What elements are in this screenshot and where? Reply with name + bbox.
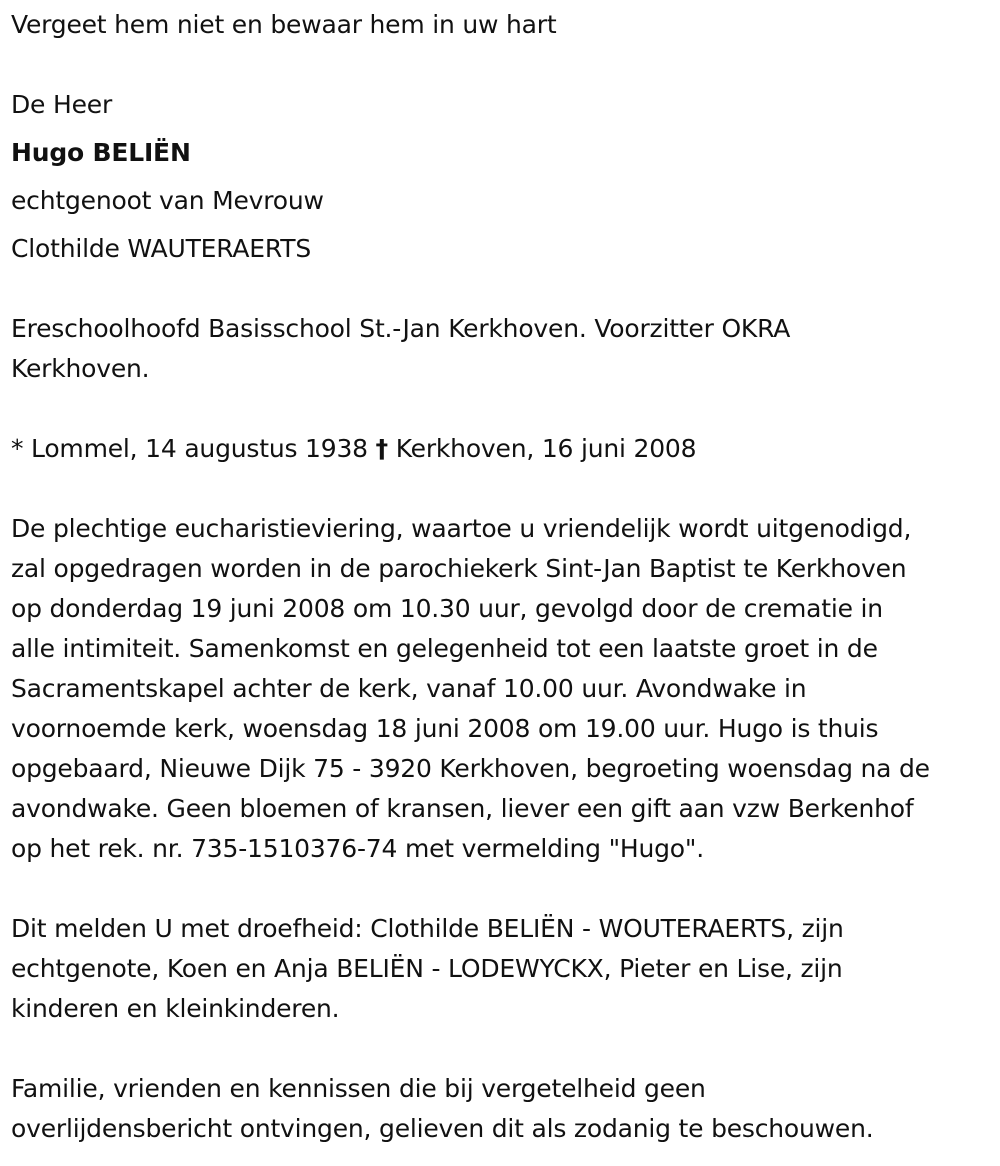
ceremony-line: Sacramentskapel achter de kerk, vanaf 10.00 uur. Avondwake in [11,674,807,703]
family-paragraph [11,909,996,1029]
ceremony-line: alle intimiteit. Samenkomst en gelegenheid tot een laatste groet in de [11,634,878,663]
ceremony-line: op het rek. nr. 735-1510376-74 met vermelding "Hugo". [11,834,704,863]
motto: Vergeet hem niet en bewaar hem in uw hart [11,10,557,39]
closing-line: overlijdensbericht ontvingen, gelieven dit als zodanig te beschouwen. [11,1114,874,1143]
ceremony-paragraph [11,509,996,869]
spouse-name: Clothilde WAUTERAERTS [11,234,311,263]
title: De Heer [11,90,113,119]
function-line: Ereschoolhoofd Basisschool St.-Jan Kerkhoven. Voorzitter OKRA [11,314,791,343]
ceremony-line: De plechtige eucharistieviering, waartoe u vriendelijk wordt uitgenodigd, [11,514,912,543]
deceased-name: Hugo BELIËN [11,138,191,167]
family-line: echtgenote, Koen en Anja BELIËN - LODEWYCKX, Pieter en Lise, zijn [11,954,843,983]
closing-paragraph [11,1069,996,1149]
ceremony-line: zal opgedragen worden in de parochiekerk Sint-Jan Baptist te Kerkhoven [11,554,907,583]
ceremony-line: avondwake. Geen bloemen of kransen, liever een gift aan vzw Berkenhof [11,794,914,823]
function-line: Kerkhoven. [11,354,150,383]
spouse-intro: echtgenoot van Mevrouw [11,186,324,215]
death-info: Kerkhoven, 16 juni 2008 [395,434,697,463]
death-cross-icon: † [375,434,388,463]
ceremony-line: opgebaard, Nieuwe Dijk 75 - 3920 Kerkhoven, begroeting woensdag na de [11,754,930,783]
family-line: kinderen en kleinkinderen. [11,994,340,1023]
function-paragraph [11,309,996,389]
ceremony-line: voornoemde kerk, woensdag 18 juni 2008 om 19.00 uur. Hugo is thuis [11,714,879,743]
ceremony-line: op donderdag 19 juni 2008 om 10.30 uur, gevolgd door de crematie in [11,594,883,623]
closing-line: Familie, vrienden en kennissen die bij vergetelheid geen [11,1074,706,1103]
family-line: Dit melden U met droefheid: Clothilde BELIËN - WOUTERAERTS, zijn [11,914,844,943]
birth-info: * Lommel, 14 augustus 1938 [11,434,368,463]
dates-line [11,429,696,469]
